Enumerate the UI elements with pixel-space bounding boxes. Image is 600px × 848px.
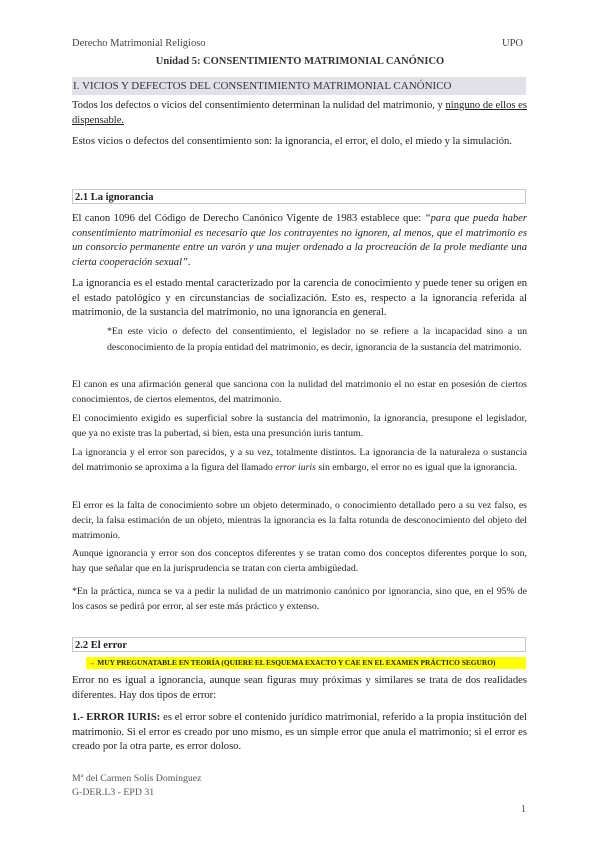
- section-heading: I. VICIOS Y DEFECTOS DEL CONSENTIMIENTO MATRIMONIAL CANÓNICO: [72, 77, 526, 95]
- ignorancia-paragraph-2: La ignorancia es el estado mental caracterizado por la carencia de conocimiento y puede tener su origen en el estado patológico y en circunstancias de socialización. Esto es, respecto a la ignorancia referida al matrimonio, de la sustancia del matrimonio, no una ignorancia en general.: [72, 278, 527, 319]
- error-paragraph-2: [72, 711, 527, 755]
- error-iuris-label: 1.- ERROR IURIS:: [72, 712, 161, 723]
- ignorancia-paragraph-7: Aunque ignorancia y error son dos conceptos diferentes y se tratan como dos conceptos diferentes porque lo son, hay que señalar que en la jurisprudencia se tratan con cierta ambigüedad.: [72, 548, 527, 575]
- ignorancia-paragraph-5: [72, 445, 527, 475]
- canon-intro: El canon 1096 del Código de Derecho Canónico Vigente de 1983 establece que:: [72, 213, 425, 224]
- subsection-ignorancia-title: 2.1 La ignorancia: [72, 189, 526, 204]
- error-iuris-text: es el error sobre el contenido jurídico matrimonial, referido a la propia institución del matrimonio. Si el error es creado por uno mismo, es un simple error que anula el matrimonio; si el error es creado por la otra parte, es error doloso.: [72, 712, 527, 753]
- intro-paragraph-2: Estos vicios o defectos del consentimiento son: la ignorancia, el error, el dolo, el miedo y la simulación.: [72, 136, 512, 147]
- ignorancia-paragraph-1: [72, 212, 527, 270]
- p5-text-b: sin embargo, el error no es igual que la ignorancia.: [315, 462, 518, 474]
- intro-text: Todos los defectos o vicios del consentimiento determinan la nulidad del matrimonio, y: [72, 100, 446, 111]
- footer-group: G-DER.L3 - EPD 31: [72, 787, 155, 798]
- intro-underlined: ninguno de ellos es dispensable.: [72, 100, 528, 126]
- footer-author: Mª del Carmen Solís Domínguez: [72, 773, 202, 784]
- p5-text-a: La ignorancia y el error son parecidos, y a su vez, totalmente distintos. La ignorancia de la naturaleza o sustancia del matrimonio se aproxima a la figura del llamado: [72, 447, 527, 474]
- unit-title: Unidad 5: CONSENTIMIENTO MATRIMONIAL CANÓNICO: [155, 56, 445, 67]
- highlight-note: [86, 657, 526, 669]
- ignorancia-paragraph-4: El conocimiento exigido es superficial sobre la sustancia del matrimonio, la ignorancia, presupone el legislador, que ya no existe tras la pubertad, si bien, esta una presunción iuris tantum.: [72, 413, 527, 440]
- subsection-error-title: 2.2 El error: [72, 637, 526, 652]
- ignorancia-note: *En este vicio o defecto del consentimiento, el legislador no se refiere a la incapacidad sino a un desconocimiento de la propia entidad del matrimonio, es decir, ignorancia de la sustancia del matrimonio.: [107, 326, 527, 353]
- error-paragraph-1: Error no es igual a ignorancia, aunque sean figuras muy próximas y similares se trata de dos realidades diferentes. Hay dos tipos de error:: [72, 675, 527, 701]
- page-number: 1: [521, 804, 526, 815]
- quote-end: .: [187, 256, 191, 268]
- intro-paragraph-1: [72, 99, 527, 128]
- header-institution: UPO: [502, 38, 524, 49]
- highlight-text: MUY PREGUNATABLE EN TEORÍA (QUIERE EL ESQUEMA EXACTO Y CAE EN EL EXAMEN PRÁCTICO SEGURO): [97, 658, 496, 667]
- ignorancia-paragraph-8: *En la práctica, nunca se va a pedir la nulidad de un matrimonio canónico por ignorancia, sino que, en el 95% de los casos se pedirá por error, al ser este más práctico y extenso.: [72, 586, 527, 613]
- ignorancia-paragraph-3: El canon es una afirmación general que sanciona con la nulidad del matrimonio el no estar en posesión de ciertos conocimientos, de ciertos elementos, del matrimonio.: [72, 379, 527, 406]
- p5-error-iuris: error iuris: [275, 462, 316, 474]
- header-course: Derecho Matrimonial Religioso: [72, 38, 206, 49]
- ignorancia-paragraph-6: El error es la falta de conocimiento sobre un objeto determinado, o conocimiento detallado pero a su vez falso, es decir, la falsa estimación de un objeto, mientras la ignorancia es la falta rotunda de desconocimiento del objeto del matrimonio.: [72, 500, 527, 542]
- arrow-right-icon: →: [88, 658, 96, 667]
- canon-quote: “para que pueda haber consentimiento matrimonial es necesario que los contrayentes no ignoren, al menos, que el matrimonio es un consorcio permanente entre un varón y una mujer ordenado a la procreación de la prole mediante una cierta cooperación sexual”: [72, 213, 527, 268]
